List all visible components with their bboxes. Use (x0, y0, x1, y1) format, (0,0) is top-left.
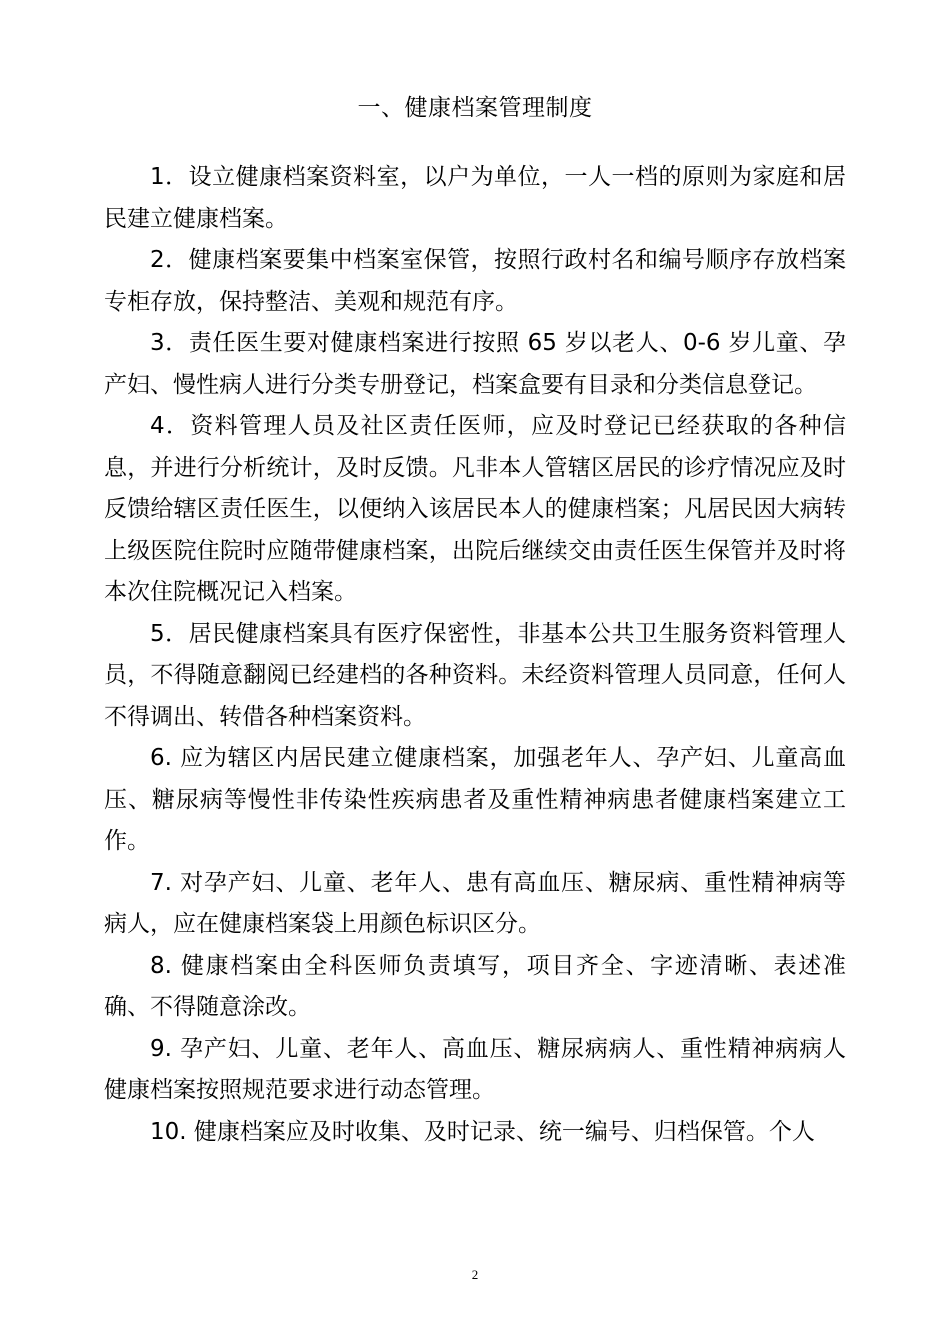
paragraph-6: 6. 应为辖区内居民建立健康档案，加强老年人、孕产妇、儿童高血压、糖尿病等慢性非传染性疾病患者及重性精神病患者健康档案建立工作。 (104, 745, 846, 854)
paragraph-9: 9. 孕产妇、儿童、老年人、高血压、糖尿病病人、重性精神病病人健康档案按照规范要求进行动态管理。 (104, 1035, 846, 1103)
paragraph-7: 7. 对孕产妇、儿童、老年人、患有高血压、糖尿病、重性精神病等病人，应在健康档案袋上用颜色标识区分。 (104, 869, 846, 937)
paragraph-4: 4．资料管理人员及社区责任医师，应及时登记已经获取的各种信息，并进行分析统计，及时反馈。凡非本人管辖区居民的诊疗情况应及时反馈给辖区责任医生，以便纳入该居民本人的健康档案；凡居民因大病转上级医院住院时应随带健康档案，出院后继续交由责任医生保管并及时将本次住院概况记入档案。 (104, 413, 846, 605)
document-body (104, 157, 846, 1153)
paragraph-10: 10. 健康档案应及时收集、及时记录、统一编号、归档保管。个人 (150, 1118, 815, 1145)
paragraph-3: 3．责任医生要对健康档案进行按照 65 岁以老人、0-6 岁儿童、孕产妇、慢性病人进行分类专册登记，档案盒要有目录和分类信息登记。 (104, 330, 846, 398)
paragraph-2: 2．健康档案要集中档案室保管，按照行政村名和编号顺序存放档案专柜存放，保持整洁、美观和规范有序。 (104, 247, 846, 315)
paragraph-8: 8. 健康档案由全科医师负责填写，项目齐全、字迹清晰、表述准确、不得随意涂改。 (104, 952, 846, 1020)
page-number: 2 (471, 1267, 479, 1282)
paragraph-1: 1．设立健康档案资料室，以户为单位，一人一档的原则为家庭和居民建立健康档案。 (104, 164, 846, 232)
paragraph-5: 5．居民健康档案具有医疗保密性，非基本公共卫生服务资料管理人员，不得随意翻阅已经建档的各种资料。未经资料管理人员同意，任何人不得调出、转借各种档案资料。 (104, 620, 846, 730)
document-title: 一、健康档案管理制度 (357, 95, 593, 121)
